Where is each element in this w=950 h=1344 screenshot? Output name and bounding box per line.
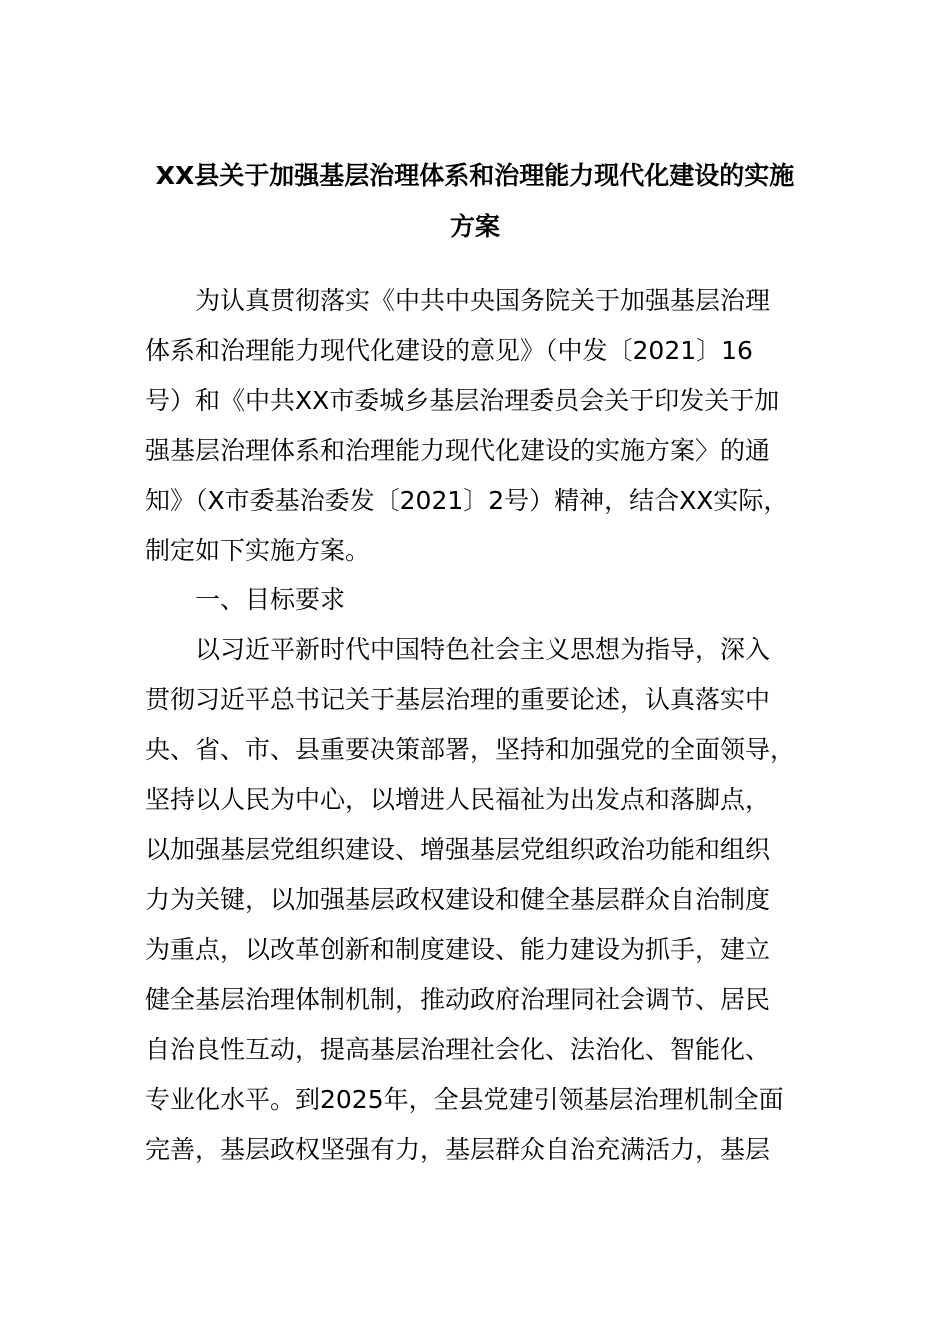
intro-line-6: 制定如下实施方案。 <box>145 536 371 565</box>
body-line-7: 为重点，以改革创新和制度建设、能力建设为抓手，建立 <box>145 935 771 964</box>
intro-line-1: 为认真贯彻落实《中共中央国务院关于加强基层治理 <box>195 286 771 315</box>
intro-line-2: 体系和治理能力现代化建设的意见》（中发〔2021〕16 <box>145 336 753 365</box>
section-heading: 一、目标要求 <box>195 585 346 614</box>
body-line-10: 专业化水平。到2025年，全县党建引领基层治理机制全面 <box>145 1085 784 1114</box>
body-line-5: 以加强基层党组织建设、增强基层党组织政治功能和组织 <box>145 835 771 864</box>
document-title-line-2: 方案 <box>449 212 500 241</box>
body-line-2: 贯彻习近平总书记关于基层治理的重要论述，认真落实中 <box>145 685 771 714</box>
intro-line-3: 号）和《中共XX市委城乡基层治理委员会关于印发关于加 <box>145 386 780 415</box>
intro-line-4: 强基层治理体系和治理能力现代化建设的实施方案〉的通 <box>145 436 771 465</box>
body-line-9: 自治良性互动，提高基层治理社会化、法治化、智能化、 <box>145 1035 771 1064</box>
body-line-6: 力为关键，以加强基层政权建设和健全基层群众自治制度 <box>145 885 771 914</box>
intro-line-5: 知》（X市委基治委发〔2021〕2号）精神，结合XX实际， <box>145 486 789 515</box>
body-line-3: 央、省、市、县重要决策部署，坚持和加强党的全面领导， <box>145 735 796 764</box>
body-line-11: 完善，基层政权坚强有力，基层群众自治充满活力，基层 <box>145 1135 771 1164</box>
body-line-4: 坚持以人民为中心，以增进人民福祉为出发点和落脚点， <box>145 785 771 814</box>
body-line-8: 健全基层治理体制机制，推动政府治理同社会调节、居民 <box>145 985 771 1014</box>
document-title-line-1: XX县关于加强基层治理体系和治理能力现代化建设的实施 <box>155 161 795 190</box>
body-line-1: 以习近平新时代中国特色社会主义思想为指导，深入 <box>195 635 771 664</box>
